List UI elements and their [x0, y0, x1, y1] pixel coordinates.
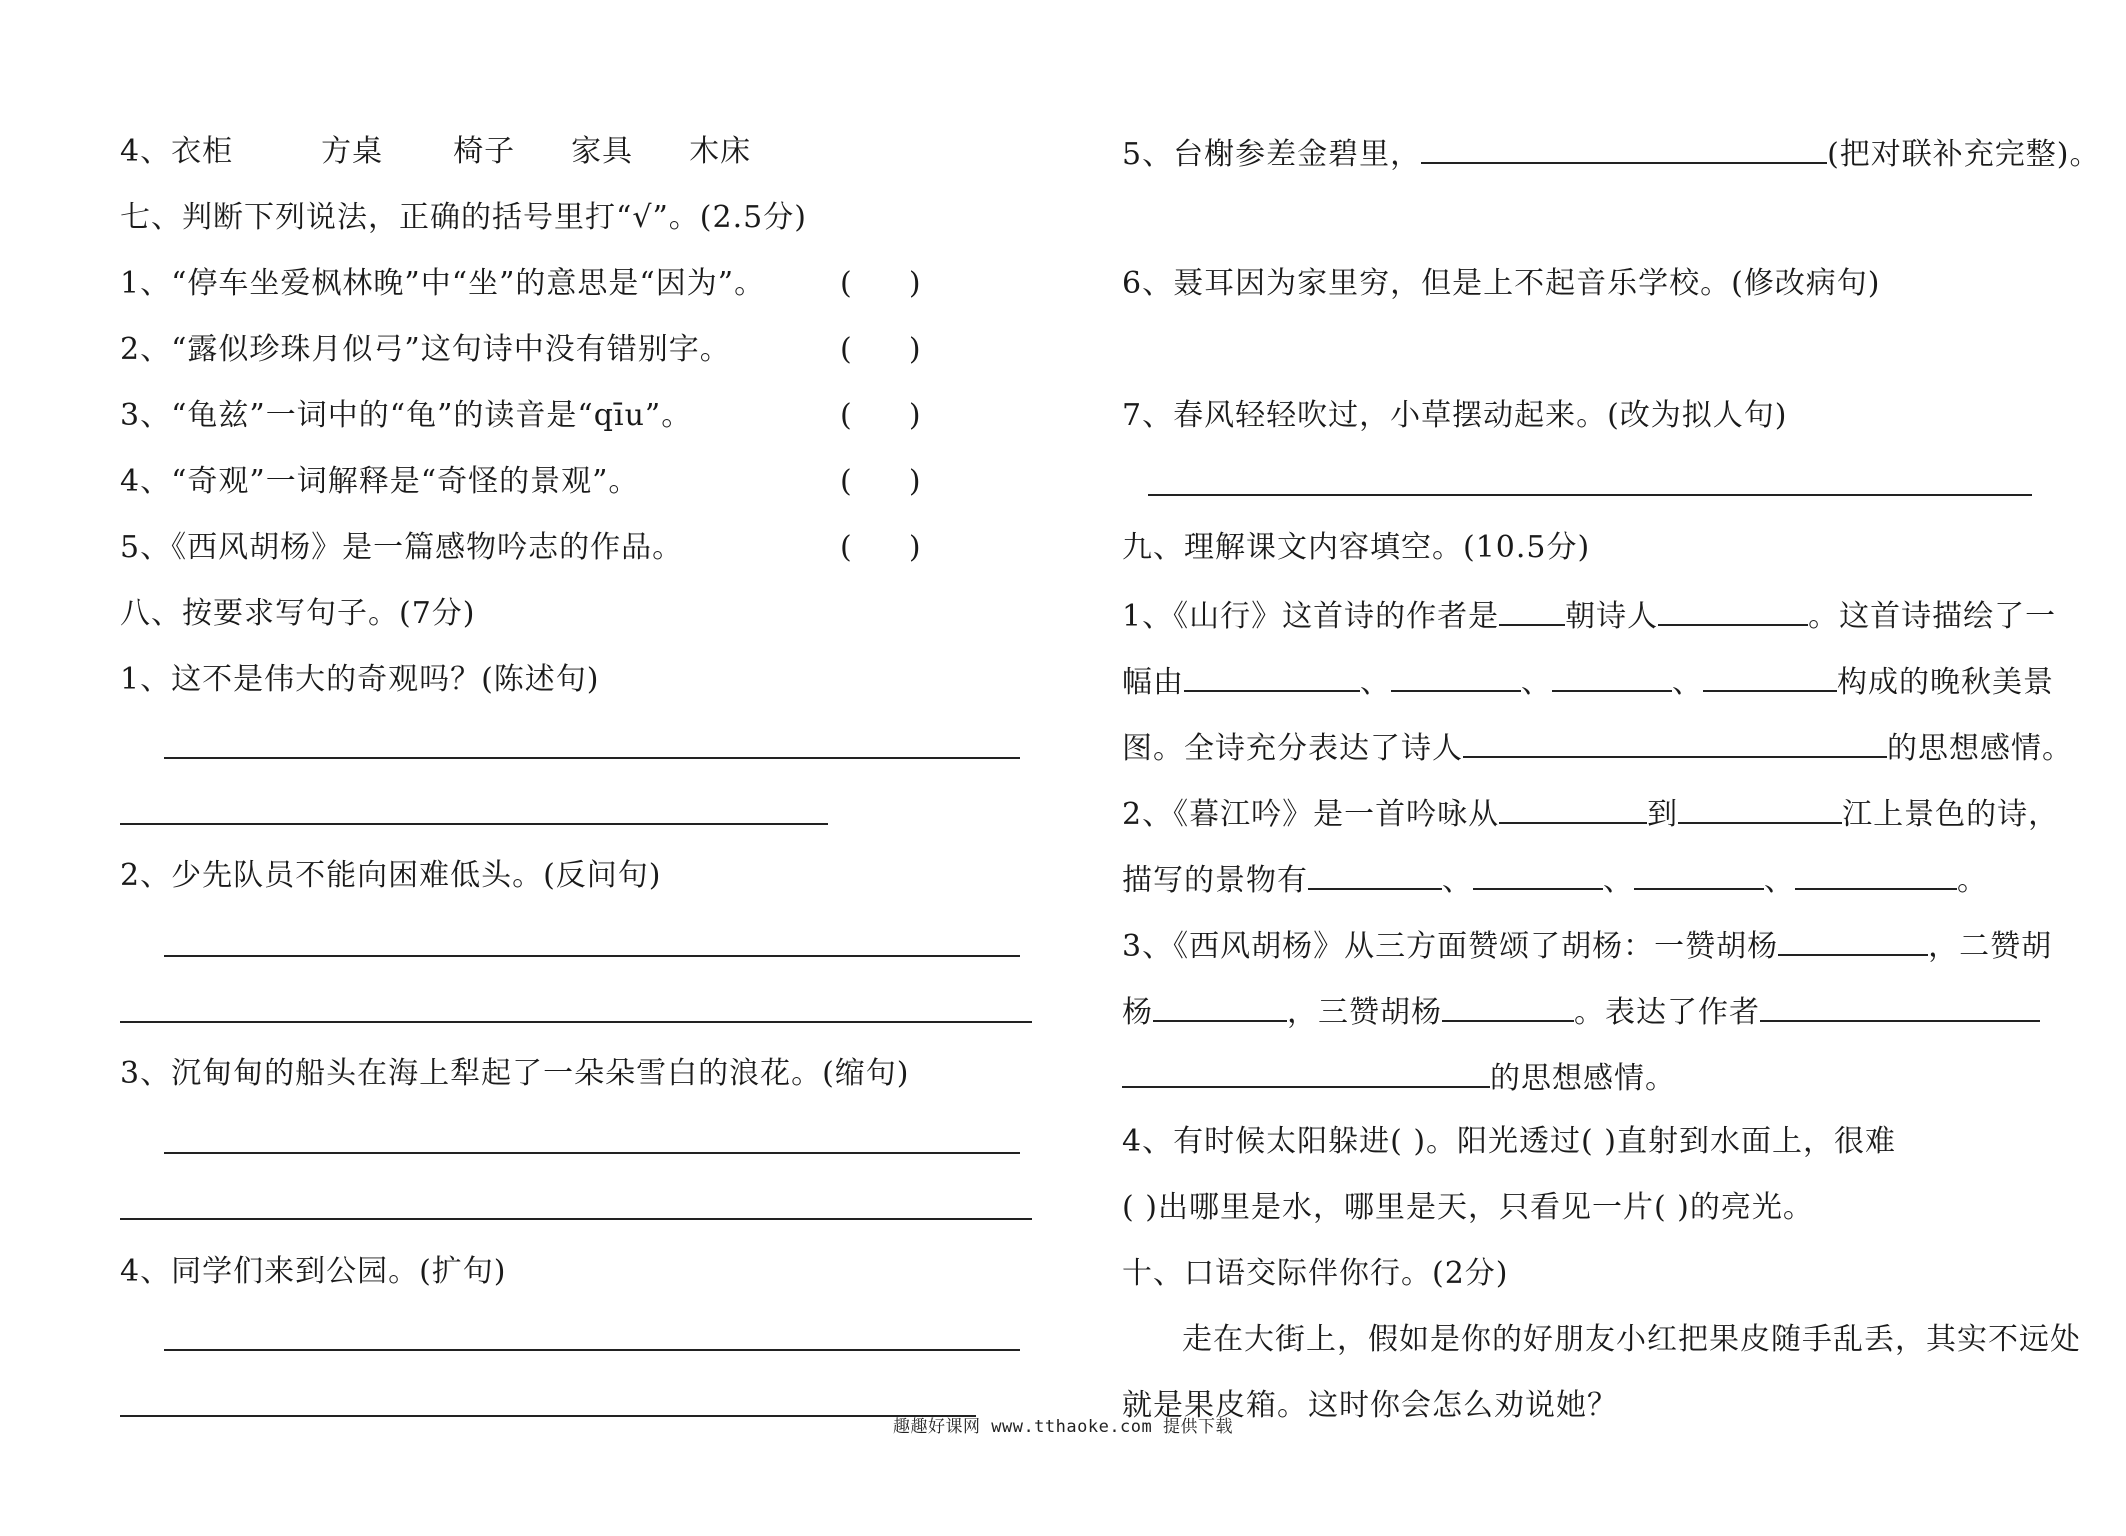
- s10-paragraph-line1: 走在大街上，假如是你的好朋友小红把果皮随手乱丢，其实不远处: [1182, 1322, 2081, 1357]
- answer-line[interactable]: [120, 823, 828, 825]
- s9-q4-line2: ( )出哪里是水，哪里是天，只看见一片( )的亮光。: [1122, 1190, 1814, 1225]
- answer-blank[interactable]: [1421, 132, 1827, 164]
- s9-q3-line3: [1122, 1056, 1676, 1099]
- answer-blank[interactable]: [1678, 792, 1842, 824]
- s9-q1-line2: [1122, 660, 2054, 703]
- answer-line[interactable]: [164, 1152, 1020, 1154]
- text: 、: [1521, 665, 1552, 700]
- s9-q2-line2: [1122, 858, 1988, 901]
- word-option: 衣柜: [171, 134, 234, 169]
- text: 。这首诗描绘了一: [1808, 599, 2057, 634]
- judge-item-4: 4、“奇观”一词解释是“奇怪的景观”。: [120, 464, 640, 499]
- text: 幅由: [1122, 665, 1184, 700]
- section10-title: 十、口语交际伴你行。(2分): [1122, 1256, 1509, 1291]
- answer-blank[interactable]: [1184, 660, 1360, 692]
- couplet-suffix: (把对联补充完整)。: [1827, 137, 2101, 172]
- text: 构成的晚秋美景: [1837, 665, 2054, 700]
- text: 描写的景物有: [1122, 863, 1308, 898]
- text: 。表达了作者: [1574, 995, 1760, 1030]
- text: 到: [1647, 797, 1679, 832]
- text: ，二赞胡: [1928, 929, 2053, 964]
- text: 1、《山行》这首诗的作者是: [1122, 599, 1500, 634]
- answer-paren[interactable]: ( ): [840, 530, 921, 565]
- answer-blank[interactable]: [1658, 594, 1808, 626]
- answer-blank[interactable]: [1391, 660, 1521, 692]
- answer-blank[interactable]: [1308, 858, 1442, 890]
- s9-q2-line1: [1122, 792, 2059, 835]
- section9-title: 九、理解课文内容填空。(10.5分): [1122, 530, 1591, 565]
- answer-line[interactable]: [120, 1218, 1032, 1220]
- text: 、: [1672, 665, 1703, 700]
- answer-blank[interactable]: [1760, 990, 2040, 1022]
- answer-blank[interactable]: [1499, 594, 1565, 626]
- answer-line[interactable]: [164, 757, 1020, 759]
- s9-q3-line2: [1122, 990, 2040, 1033]
- text: 。: [1957, 863, 1988, 898]
- answer-blank[interactable]: [1499, 792, 1647, 824]
- s9-q1-line3: [1122, 726, 2073, 769]
- correct-sentence-item: 6、聂耳因为家里穷，但是上不起音乐学校。(修改病句): [1122, 266, 1881, 301]
- answer-paren[interactable]: ( ): [840, 464, 921, 499]
- text: 、: [1764, 863, 1795, 898]
- answer-blank[interactable]: [1778, 924, 1928, 956]
- answer-line[interactable]: [164, 955, 1020, 957]
- footer-credit: 趣趣好课网 www.tthaoke.com 提供下载: [893, 1417, 1233, 1437]
- answer-line[interactable]: [164, 1349, 1020, 1351]
- section6-q4: [120, 132, 751, 172]
- text: 的思想感情。: [1490, 1061, 1676, 1096]
- answer-blank[interactable]: [1703, 660, 1837, 692]
- word-option: 家具: [571, 134, 634, 169]
- text: 3、《西风胡杨》从三方面赞颂了胡杨：一赞胡杨: [1122, 929, 1779, 964]
- answer-blank[interactable]: [1442, 990, 1574, 1022]
- answer-blank[interactable]: [1463, 726, 1887, 758]
- judge-item-1: 1、“停车坐爱枫林晚”中“坐”的意思是“因为”。: [120, 266, 766, 301]
- answer-blank[interactable]: [1552, 660, 1672, 692]
- rewrite-item-1: 1、这不是伟大的奇观吗？(陈述句): [120, 662, 600, 697]
- text: 江上景色的诗，: [1842, 797, 2060, 832]
- answer-line[interactable]: [1148, 494, 2032, 496]
- rewrite-item-3: 3、沉甸甸的船头在海上犁起了一朵朵雪白的浪花。(缩句): [120, 1056, 910, 1091]
- section8-title: 八、按要求写句子。(7分): [120, 596, 476, 631]
- couplet-item: [1122, 132, 2101, 175]
- word-option: 椅子: [453, 134, 516, 169]
- personify-item: 7、春风轻轻吹过，小草摆动起来。(改为拟人句): [1122, 398, 1788, 433]
- judge-item-3: 3、“龟兹”一词中的“龟”的读音是“qīu”。: [120, 398, 693, 433]
- couplet-prefix: 5、台榭参差金碧里，: [1122, 137, 1422, 172]
- rewrite-item-2: 2、少先队员不能向困难低头。(反问句): [120, 858, 662, 893]
- judge-item-5: 5、《西风胡杨》是一篇感物吟志的作品。: [120, 530, 684, 565]
- answer-paren[interactable]: ( ): [840, 398, 921, 433]
- s9-q1-line1: [1122, 594, 2056, 637]
- text: 的思想感情。: [1887, 731, 2073, 766]
- judge-item-2: 2、“露似珍珠月似弓”这句诗中没有错别字。: [120, 332, 731, 367]
- text: 、: [1360, 665, 1391, 700]
- answer-blank[interactable]: [1634, 858, 1764, 890]
- text: 杨: [1122, 995, 1153, 1030]
- word-option: 方桌: [321, 134, 384, 169]
- answer-blank[interactable]: [1153, 990, 1287, 1022]
- s9-q3-line1: [1122, 924, 2052, 967]
- text: 、: [1442, 863, 1473, 898]
- answer-blank[interactable]: [1122, 1056, 1490, 1088]
- answer-blank[interactable]: [1795, 858, 1957, 890]
- text: ，三赞胡杨: [1287, 995, 1442, 1030]
- s9-q4-line1: 4、有时候太阳躲进( )。阳光透过( )直射到水面上，很难: [1122, 1124, 1896, 1159]
- answer-paren[interactable]: ( ): [840, 332, 921, 367]
- question-number: 4、: [120, 134, 172, 169]
- text: 朝诗人: [1565, 599, 1659, 634]
- word-option: 木床: [689, 134, 752, 169]
- answer-paren[interactable]: ( ): [840, 266, 921, 301]
- text: 2、《暮江吟》是一首吟咏从: [1122, 797, 1500, 832]
- text: 图。全诗充分表达了诗人: [1122, 731, 1463, 766]
- s10-paragraph-line2: 就是果皮箱。这时你会怎么劝说她？: [1122, 1388, 1618, 1423]
- rewrite-item-4: 4、同学们来到公园。(扩句): [120, 1254, 507, 1289]
- text: 、: [1603, 863, 1634, 898]
- answer-line[interactable]: [120, 1021, 1032, 1023]
- answer-blank[interactable]: [1473, 858, 1603, 890]
- section7-title: 七、判断下列说法，正确的括号里打“√”。(2.5分): [120, 200, 807, 235]
